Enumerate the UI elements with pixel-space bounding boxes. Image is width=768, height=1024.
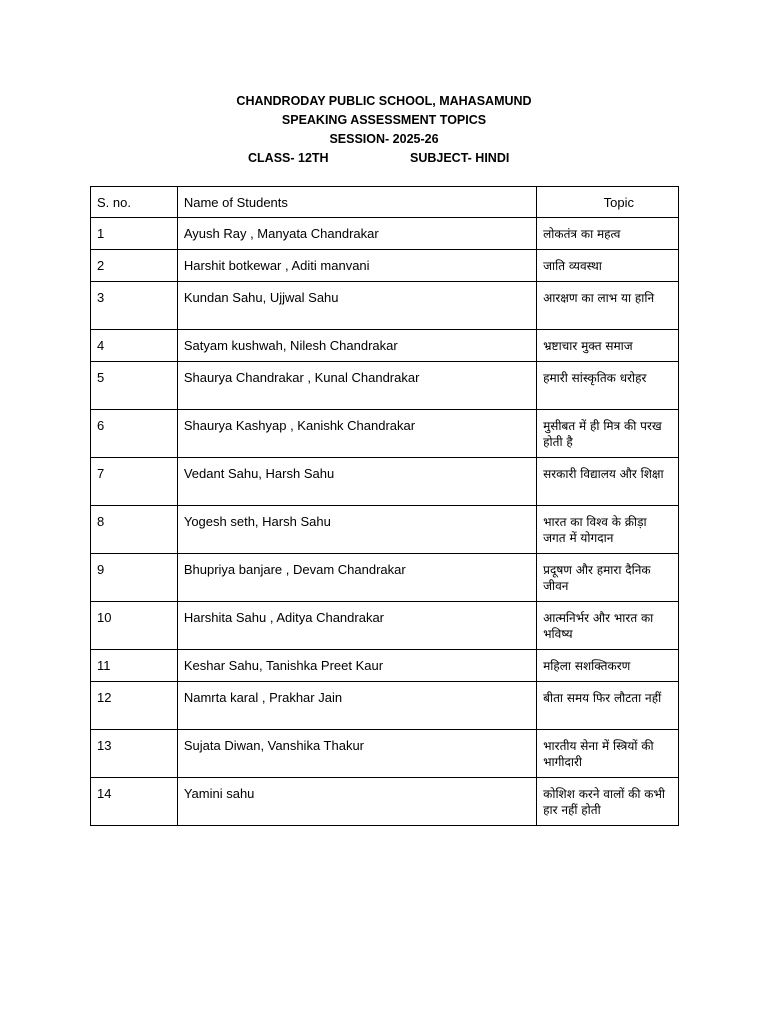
column-header-names: Name of Students — [177, 187, 536, 218]
topic: हमारी सांस्कृतिक धरोहर — [537, 362, 679, 410]
student-names: Bhupriya banjare , Devam Chandrakar — [177, 554, 536, 602]
student-names: Harshita Sahu , Aditya Chandrakar — [177, 602, 536, 650]
table-row — [91, 506, 679, 554]
student-names: Sujata Diwan, Vanshika Thakur — [177, 730, 536, 778]
topic: आरक्षण का लाभ या हानि — [537, 282, 679, 330]
student-names: Shaurya Chandrakar , Kunal Chandrakar — [177, 362, 536, 410]
table-row — [91, 362, 679, 410]
table-row — [91, 554, 679, 602]
topic: कोशिश करने वालों की कभी हार नहीं होती — [537, 778, 679, 826]
topic: लोकतंत्र का महत्व — [537, 218, 679, 250]
column-header-topic: Topic — [537, 187, 679, 218]
topic: महिला सशक्तिकरण — [537, 650, 679, 682]
topic: प्रदूषण और हमारा दैनिक जीवन — [537, 554, 679, 602]
student-names: Satyam kushwah, Nilesh Chandrakar — [177, 330, 536, 362]
subject-label: SUBJECT- HINDI — [410, 151, 510, 165]
serial-number: 3 — [91, 282, 178, 330]
serial-number: 9 — [91, 554, 178, 602]
table-row — [91, 650, 679, 682]
topic: भारतीय सेना में स्त्रियों की भागीदारी — [537, 730, 679, 778]
document-title: SPEAKING ASSESSMENT TOPICS — [281, 113, 487, 127]
table-row — [91, 602, 679, 650]
student-names: Yogesh seth, Harsh Sahu — [177, 506, 536, 554]
serial-number: 6 — [91, 410, 178, 458]
topics-table — [90, 186, 679, 826]
student-names: Keshar Sahu, Tanishka Preet Kaur — [177, 650, 536, 682]
column-header-sno: S. no. — [91, 187, 178, 218]
serial-number: 10 — [91, 602, 178, 650]
serial-number: 14 — [91, 778, 178, 826]
table-row — [91, 282, 679, 330]
class-subject-line — [0, 149, 768, 168]
topic: जाति व्यवस्था — [537, 250, 679, 282]
table-row — [91, 410, 679, 458]
table-row — [91, 778, 679, 826]
topic: भ्रष्टाचार मुक्त समाज — [537, 330, 679, 362]
table-row — [91, 330, 679, 362]
school-name: CHANDRODAY PUBLIC SCHOOL, MAHASAMUND — [236, 94, 532, 108]
topic: बीता समय फिर लौटता नहीं — [537, 682, 679, 730]
serial-number: 4 — [91, 330, 178, 362]
serial-number: 5 — [91, 362, 178, 410]
serial-number: 2 — [91, 250, 178, 282]
table-row — [91, 250, 679, 282]
student-names: Shaurya Kashyap , Kanishk Chandrakar — [177, 410, 536, 458]
student-names: Yamini sahu — [177, 778, 536, 826]
student-names: Namrta karal , Prakhar Jain — [177, 682, 536, 730]
serial-number: 1 — [91, 218, 178, 250]
topic: सरकारी विद्यालय और शिक्षा — [537, 458, 679, 506]
serial-number: 7 — [91, 458, 178, 506]
topic: मुसीबत में ही मित्र की परख होती है — [537, 410, 679, 458]
table-row — [91, 682, 679, 730]
student-names: Kundan Sahu, Ujjwal Sahu — [177, 282, 536, 330]
session-label: SESSION- 2025-26 — [329, 132, 439, 146]
topic: आत्मनिर्भर और भारत का भविष्य — [537, 602, 679, 650]
student-names: Ayush Ray , Manyata Chandrakar — [177, 218, 536, 250]
serial-number: 13 — [91, 730, 178, 778]
class-label: CLASS- 12TH — [248, 151, 329, 165]
document-header — [0, 92, 768, 168]
student-names: Harshit botkewar , Aditi manvani — [177, 250, 536, 282]
serial-number: 8 — [91, 506, 178, 554]
topic: भारत का विश्व के क्रीड़ा जगत में योगदान — [537, 506, 679, 554]
serial-number: 11 — [91, 650, 178, 682]
table-row — [91, 458, 679, 506]
serial-number: 12 — [91, 682, 178, 730]
student-names: Vedant Sahu, Harsh Sahu — [177, 458, 536, 506]
table-header-row — [91, 187, 679, 218]
table-row — [91, 730, 679, 778]
table-row — [91, 218, 679, 250]
